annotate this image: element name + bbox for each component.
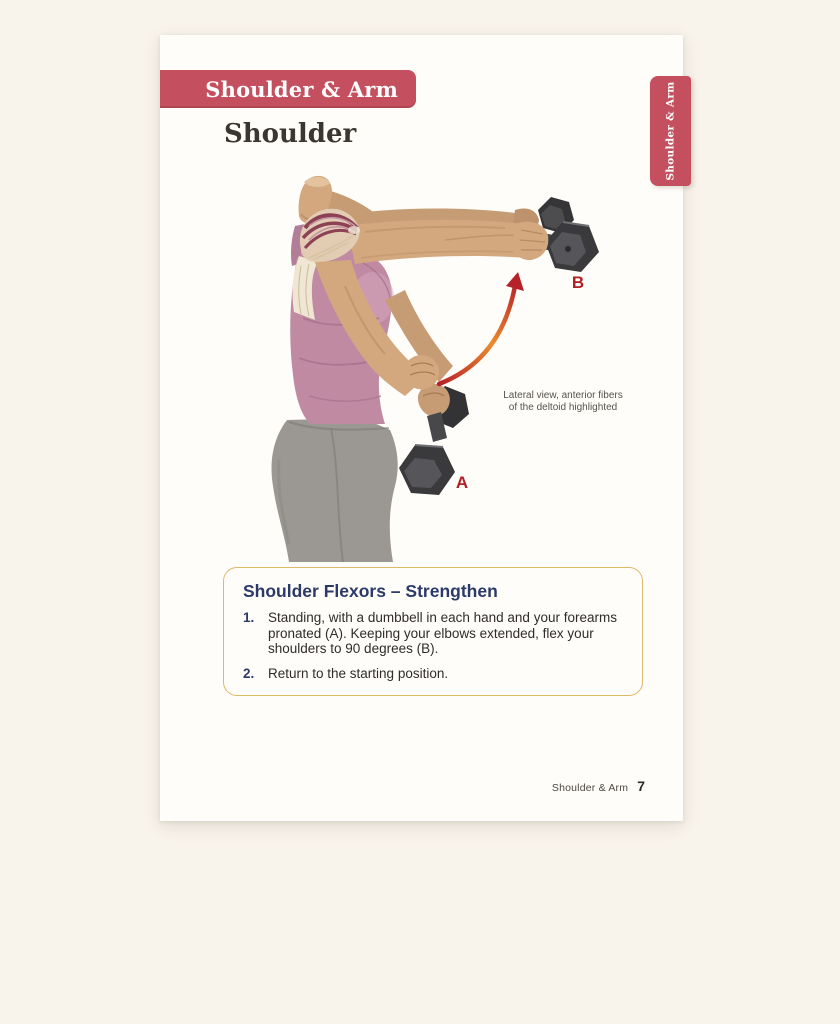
exercise-title: Shoulder Flexors – Strengthen [243, 581, 498, 601]
figure-caption-line2: of the deltoid highlighted [508, 401, 618, 413]
step-text: Return to the starting position. [268, 665, 449, 681]
exercise-step-1 [243, 610, 624, 657]
step-number: 2. [243, 665, 255, 681]
book-page [160, 35, 683, 821]
section-heading: Shoulder [224, 119, 357, 149]
step-number: 1. [243, 610, 255, 625]
exercise-illustration [265, 170, 623, 562]
near-arm-extended [347, 220, 527, 264]
figure-caption [493, 390, 633, 413]
footer-page-number: 7 [637, 778, 645, 794]
chapter-banner-label: Shoulder & Arm [205, 76, 398, 102]
chapter-banner [160, 70, 416, 108]
step-text: Standing, with a dumbbell in each hand and your forearms pronated (A). Keeping your elbows extended, flex your shoulders to 90 degrees (B). [268, 610, 617, 656]
page-footer [552, 778, 645, 794]
figure-caption-line1: Lateral view, anterior fibers [503, 390, 623, 401]
figure-pants [272, 418, 398, 562]
chapter-side-tab [650, 76, 691, 186]
anatomy-figure [265, 170, 623, 562]
position-label-b: B [571, 273, 585, 292]
exercise-instruction-box [223, 567, 643, 696]
footer-section-name: Shoulder & Arm [551, 782, 629, 794]
position-label-a: A [455, 473, 469, 492]
exercise-step-2 [243, 666, 624, 682]
side-tab-label: Shoulder & Arm [664, 81, 677, 181]
